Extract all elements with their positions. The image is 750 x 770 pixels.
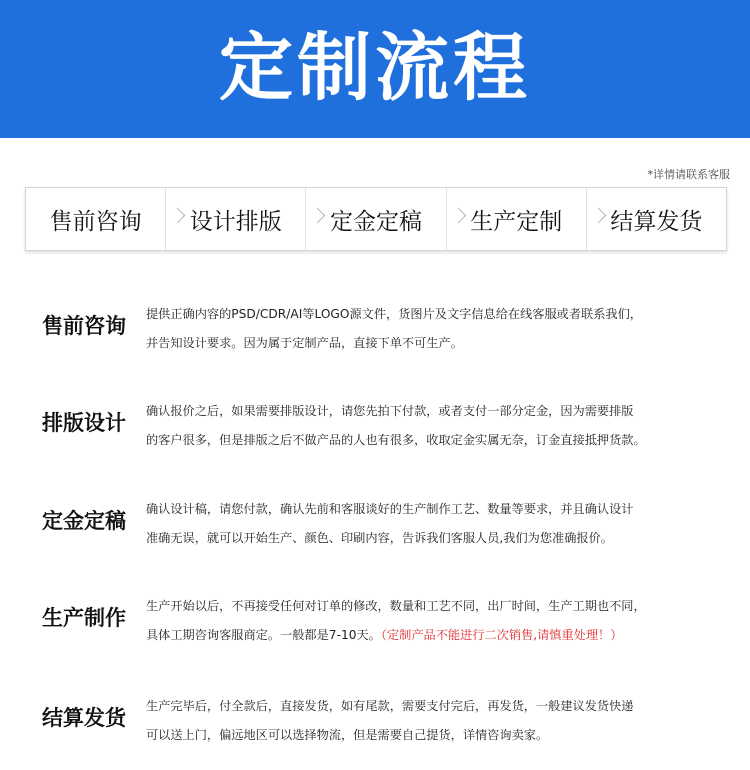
step-design-layout: [166, 188, 306, 250]
body-line: 提供正确内容的PSD/CDR/AI等LOGO源文件，货图片及文字信息给在线客服或者联系我们，: [146, 307, 642, 321]
section-body: [146, 300, 726, 358]
step-deposit-confirm: [306, 188, 446, 250]
body-text: 具体工期咨询客服商定。一般都是7-10天。: [146, 628, 381, 642]
body-line: 可以送上门，偏远地区可以选择物流，但是需要自己提货，详情咨询卖家。: [146, 728, 549, 742]
step-label: 设计排版: [189, 208, 282, 235]
section-title: 结算发货: [42, 706, 126, 730]
section-title: 售前咨询: [42, 314, 126, 338]
step-presale-consult: [26, 188, 166, 250]
chevron-right-icon: [450, 208, 466, 224]
step-label: 售前咨询: [49, 208, 142, 235]
step-label: 结算发货: [610, 208, 703, 235]
step-label: 生产定制: [470, 208, 563, 235]
section-title: 生产制作: [42, 606, 126, 630]
body-line: 生产完毕后，付全款后，直接发货，如有尾款，需要支付完后，再发货，一般建议发货快递: [146, 699, 634, 713]
section-design-layout: [42, 397, 722, 461]
page-title: 定制流程: [219, 25, 531, 111]
section-body: [146, 397, 726, 455]
section-body: [146, 692, 726, 750]
step-production: [447, 188, 587, 250]
body-line-with-warning: [146, 621, 726, 650]
body-line: 生产开始以后，不再接受任何对订单的修改，数量和工艺不同，出厂时间，生产工期也不同，: [146, 599, 646, 613]
section-settle-ship: [42, 692, 722, 756]
section-title: 定金定稿: [42, 509, 126, 533]
step-label: 定金定稿: [330, 208, 422, 235]
chevron-right-icon: [310, 208, 326, 224]
chevron-right-icon: [591, 208, 607, 224]
contact-note: *详情请联系客服: [647, 168, 730, 181]
body-line: 确认报价之后，如果需要排版设计，请您先拍下付款，或者支付一部分定金，因为需要排版: [146, 404, 634, 418]
header-banner: [0, 0, 750, 138]
process-steps-bar: [25, 187, 727, 251]
body-line: 并告知设计要求。因为属于定制产品，直接下单不可生产。: [146, 336, 463, 350]
body-line: 的客户很多，但是排版之后不做产品的人也有很多，收取定金实属无奈，订金直接抵押货款。: [146, 433, 646, 447]
step-settle-ship: [587, 188, 726, 250]
section-production: [42, 592, 722, 656]
section-body: [146, 592, 726, 650]
section-presale-consult: [42, 300, 722, 364]
body-line: 准确无误，就可以开始生产、颜色、印刷内容，告诉我们客服人员,我们为您准确报价。: [146, 531, 613, 545]
section-deposit-confirm: [42, 495, 722, 559]
section-title: 排版设计: [42, 411, 126, 435]
body-line: 确认设计稿，请您付款，确认先前和客服谈好的生产制作工艺、数量等要求，并且确认设计: [146, 502, 634, 516]
section-body: [146, 495, 726, 553]
chevron-right-icon: [170, 208, 186, 224]
warning-text: （定制产品不能进行二次销售,请慎重处理！）: [380, 628, 623, 642]
